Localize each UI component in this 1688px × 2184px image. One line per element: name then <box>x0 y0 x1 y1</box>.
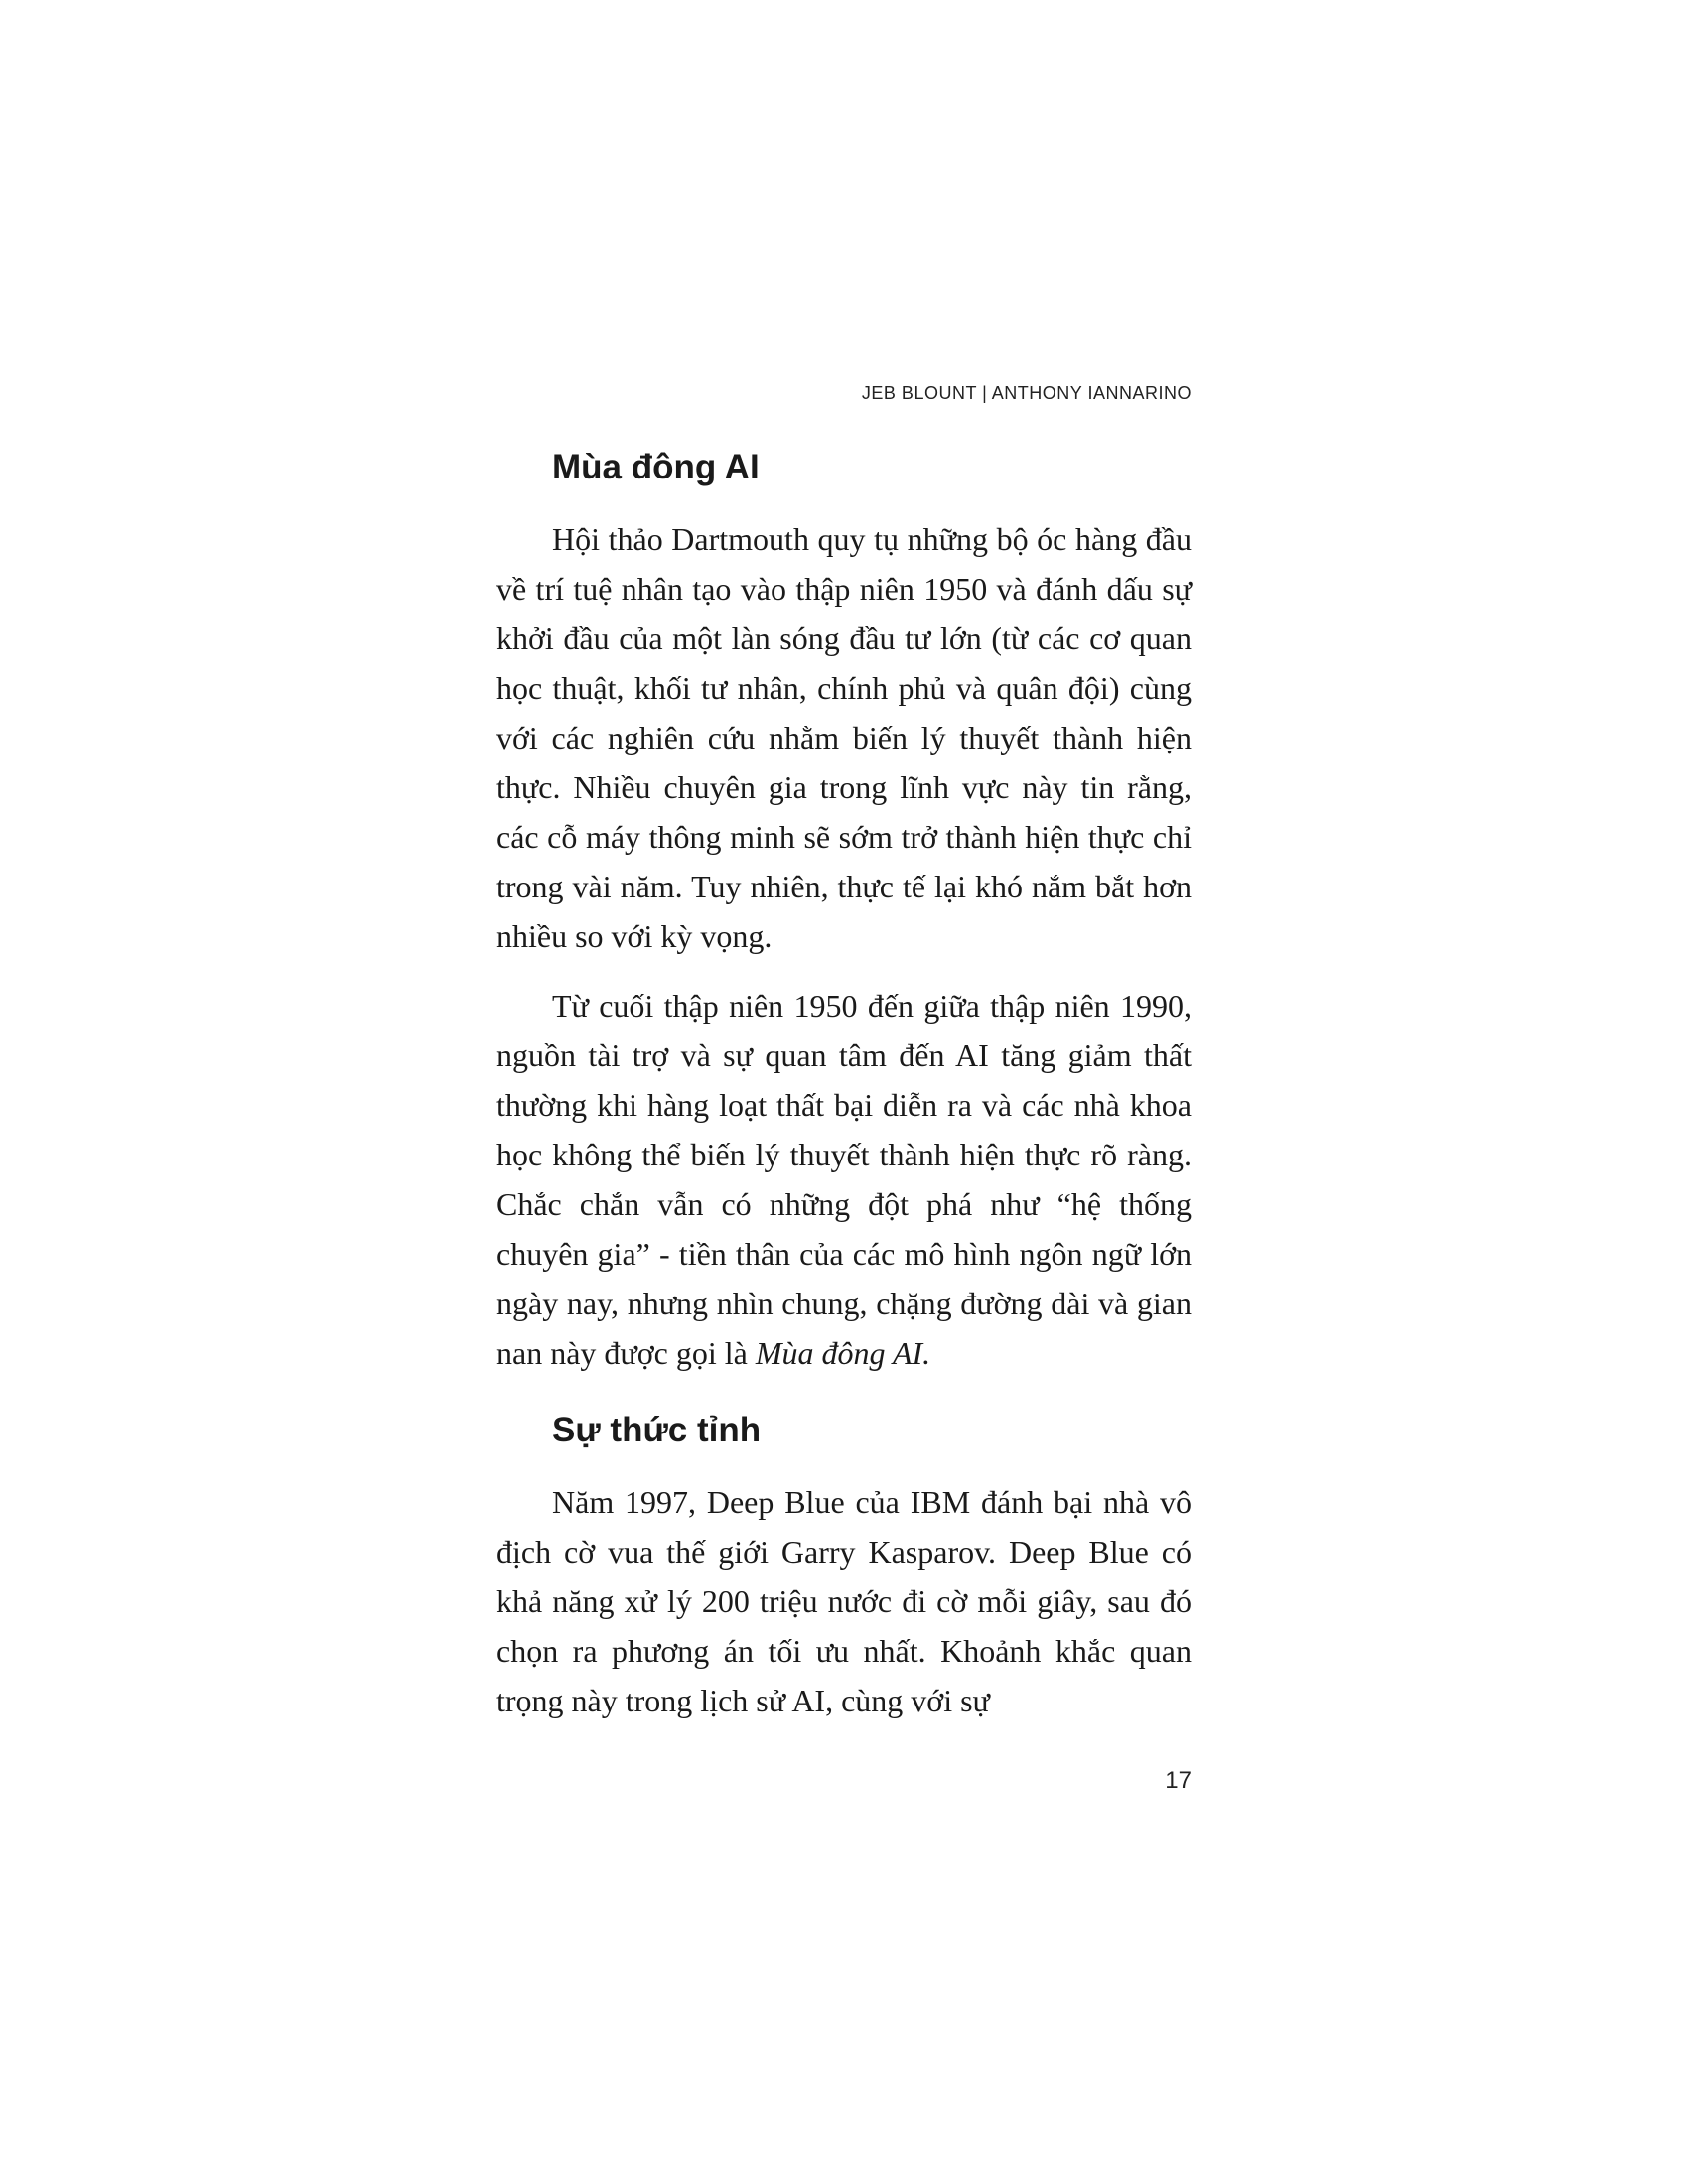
paragraph-funding-text: Từ cuối thập niên 1950 đến giữa thập niên 1990, nguồn tài trợ và sự quan tâm đến AI tăng giảm thất thường khi hàng loạt thất bại diễn ra và các nhà khoa học không thể biến lý thuyết thành hiện thực rõ ràng. Chắc chắn vẫn có những đột phá như “hệ thống chuyên gia” - tiền thân của các mô hình ngôn ngữ lớn ngày nay, nhưng nhìn chung, chặng đường dài và gian nan này được gọi là <box>496 988 1192 1371</box>
paragraph-funding <box>496 981 1192 1378</box>
paragraph-deep-blue: Năm 1997, Deep Blue của IBM đánh bại nhà vô địch cờ vua thế giới Garry Kasparov. Deep Blue có khả năng xử lý 200 triệu nước đi cờ mỗi giây, sau đó chọn ra phương án tối ưu nhất. Khoảnh khắc quan trọng này trong lịch sử AI, cùng với sự <box>496 1484 1192 1718</box>
section-heading-su-thuc-tinh: Sự thức tỉnh <box>552 1411 762 1449</box>
body-text-block <box>496 447 1192 1745</box>
section-heading-mua-dong-ai: Mùa đông AI <box>552 448 760 486</box>
page-number: 17 <box>1165 1767 1192 1794</box>
paragraph-funding-italic-term: Mùa đông AI. <box>755 1335 931 1371</box>
paragraph-dartmouth: Hội thảo Dartmouth quy tụ những bộ óc hàng đầu về trí tuệ nhân tạo vào thập niên 1950 và đánh dấu sự khởi đầu của một làn sóng đầu tư lớn (từ các cơ quan học thuật, khối tư nhân, chính phủ và quân đội) cùng với các nghiên cứu nhằm biến lý thuyết thành hiện thực. Nhiều chuyên gia trong lĩnh vực này tin rằng, các cỗ máy thông minh sẽ sớm trở thành hiện thực chỉ trong vài năm. Tuy nhiên, thực tế lại khó nắm bắt hơn nhiều so với kỳ vọng. <box>496 521 1192 954</box>
running-header: JEB BLOUNT | ANTHONY IANNARINO <box>861 383 1192 403</box>
